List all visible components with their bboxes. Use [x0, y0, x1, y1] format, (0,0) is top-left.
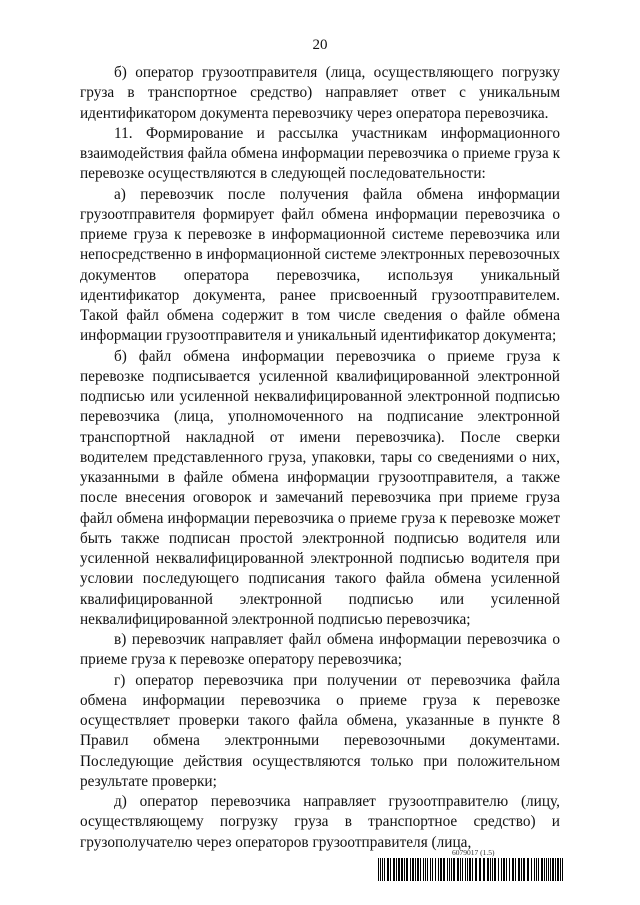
- barcode-bar: [548, 858, 549, 881]
- barcode-bar: [438, 858, 439, 881]
- barcode-bar: [472, 858, 473, 881]
- barcode-bar: [467, 858, 468, 881]
- barcode-bar: [557, 858, 559, 881]
- paragraph-11-formation: 11. Формирование и рассылка участникам информационного взаимодействия файла обмена информации перевозчика о приеме груза к перевозке осуществляются в следующей последовательности:: [80, 124, 560, 183]
- barcode-bar: [440, 858, 442, 881]
- barcode-bar: [562, 858, 563, 881]
- barcode-bar: [536, 858, 537, 881]
- paragraph-d-operator-sends: д) оператор перевозчика направляет грузоотправителю (лицу, осуществляющему погрузку груза в транспортное средство) и грузополучателю через операторов грузоотправителя (лица,: [80, 793, 560, 851]
- barcode-bar: [393, 858, 395, 881]
- barcode-bar: [423, 858, 424, 881]
- barcode-bar: [398, 858, 400, 881]
- document-body: [80, 63, 560, 853]
- barcode-bar: [531, 858, 532, 881]
- barcode-bar: [523, 858, 525, 881]
- barcode-bar: [541, 858, 543, 881]
- barcode-bar: [382, 858, 383, 881]
- barcode-bar: [435, 858, 436, 881]
- barcode-bar: [465, 858, 466, 881]
- barcode-bar: [560, 858, 561, 881]
- barcode-bar: [453, 858, 455, 881]
- barcode-bar: [384, 858, 385, 881]
- barcode-bar: [390, 858, 391, 881]
- barcode-bar: [447, 858, 448, 881]
- barcode-bar: [401, 858, 403, 881]
- barcode-bar: [443, 858, 445, 881]
- barcode-bar: [494, 858, 496, 881]
- barcode-bar: [490, 858, 491, 881]
- barcode-bar: [427, 858, 428, 881]
- barcode-bar: [503, 858, 505, 881]
- barcode-bar: [534, 858, 535, 881]
- barcode-bar: [430, 858, 431, 881]
- paragraph-b-signing: б) файл обмена информации перевозчика о приеме груза к перевозке подписывается усиленной квалифицированной электронной подписью или усиленной неквалифицированной электронной подписью перевозчика (лица, уполномоченного на подписание электронной транспортной накладной от имени перевозчика). После сверки водителем представленного груза, упаковки, тары со сведениями о них, указанными в файле обмена информации грузоотправителя, а также после внесения оговорок и замечаний перевозчика при приеме груза файл обмена информации перевозчика о приеме груза к перевозке может быть также подписан простой электронной подписью водителя или усиленной неквалифицированной электронной подписью водителя при условии последующего подписания такого файла обмена усиленной квалифицированной электронной подписью или усиленной неквалифицированной электронной подписью перевозчика;: [80, 347, 560, 628]
- barcode-bar: [425, 858, 426, 881]
- barcode-bar: [501, 858, 502, 881]
- paragraph-v-carrier-sends: в) перевозчик направляет файл обмена информации перевозчика о приеме груза к перевозке оператору перевозчика;: [80, 631, 560, 669]
- barcode-bar: [417, 858, 419, 881]
- barcode-bar: [462, 858, 463, 881]
- barcode-bar: [396, 858, 397, 881]
- barcode-bar: [506, 858, 507, 881]
- barcode-bar: [404, 858, 405, 881]
- barcode-bar: [509, 858, 510, 881]
- barcode-bar: [420, 858, 421, 881]
- barcode-bar: [492, 858, 493, 881]
- barcode-bar: [475, 858, 477, 881]
- barcode-bar: [469, 858, 471, 881]
- barcode-bar: [555, 858, 556, 881]
- barcode-bar: [410, 858, 411, 881]
- barcode-bar: [406, 858, 408, 881]
- barcode-bar: [479, 858, 481, 881]
- barcode-bar: [412, 858, 414, 881]
- barcode-bar: [387, 858, 389, 881]
- barcode-bar: [521, 858, 522, 881]
- barcode-bar: [546, 858, 547, 881]
- paragraph-g-operator-checks: г) оператор перевозчика при получении от перевозчика файла обмена информации перевозчика о приеме груза к перевозке осуществляет проверки такого файла обмена, указанные в пункте 8 Правил обмена электронными перевозочными документами. Последующие действия осуществляются только при положительном результате проверки;: [80, 671, 560, 790]
- barcode-bar: [498, 858, 499, 881]
- barcode-bar: [538, 858, 539, 881]
- barcode-bar: [544, 858, 545, 881]
- barcode-bar: [518, 858, 520, 881]
- barcode-bar: [432, 858, 433, 881]
- barcode-bar: [515, 858, 516, 881]
- barcode-bar: [449, 858, 450, 881]
- barcode-bar: [552, 858, 554, 881]
- barcode-bar: [451, 858, 452, 881]
- barcode-bar: [512, 858, 514, 881]
- barcode-bar: [460, 858, 461, 881]
- barcode-icon: [378, 858, 566, 881]
- barcode-bar: [457, 858, 459, 881]
- barcode-bar: [378, 858, 379, 881]
- document-code: 6079017 (1.5): [452, 848, 495, 857]
- barcode-bar: [415, 858, 416, 881]
- barcode-bar: [487, 858, 489, 881]
- barcode-bar: [527, 858, 529, 881]
- page-number: 20: [312, 37, 328, 53]
- barcode-bar: [550, 858, 551, 881]
- barcode-bar: [380, 858, 381, 881]
- barcode-bar: [483, 858, 485, 881]
- paragraph-a-carrier-forms: а) перевозчик после получения файла обмена информации грузоотправителя формирует файл обмена информации перевозчика о приеме груза к перевозке в информационной системе перевозчика или непосредственно в информационной системе электронных перевозочных документов оператора перевозчика, используя уникальный идентификатор документа, ранее присвоенный грузоотправителем. Такой файл обмена содержит в том числе сведения о файле обмена информации грузоотправителя и уникальный идентификатор документа;: [80, 185, 560, 345]
- paragraph-b-operator-response: б) оператор грузоотправителя (лица, осуществляющего погрузку груза в транспортное средство) направляет ответ с уникальным идентификатором документа перевозчику через оператора перевозчика.: [80, 64, 560, 122]
